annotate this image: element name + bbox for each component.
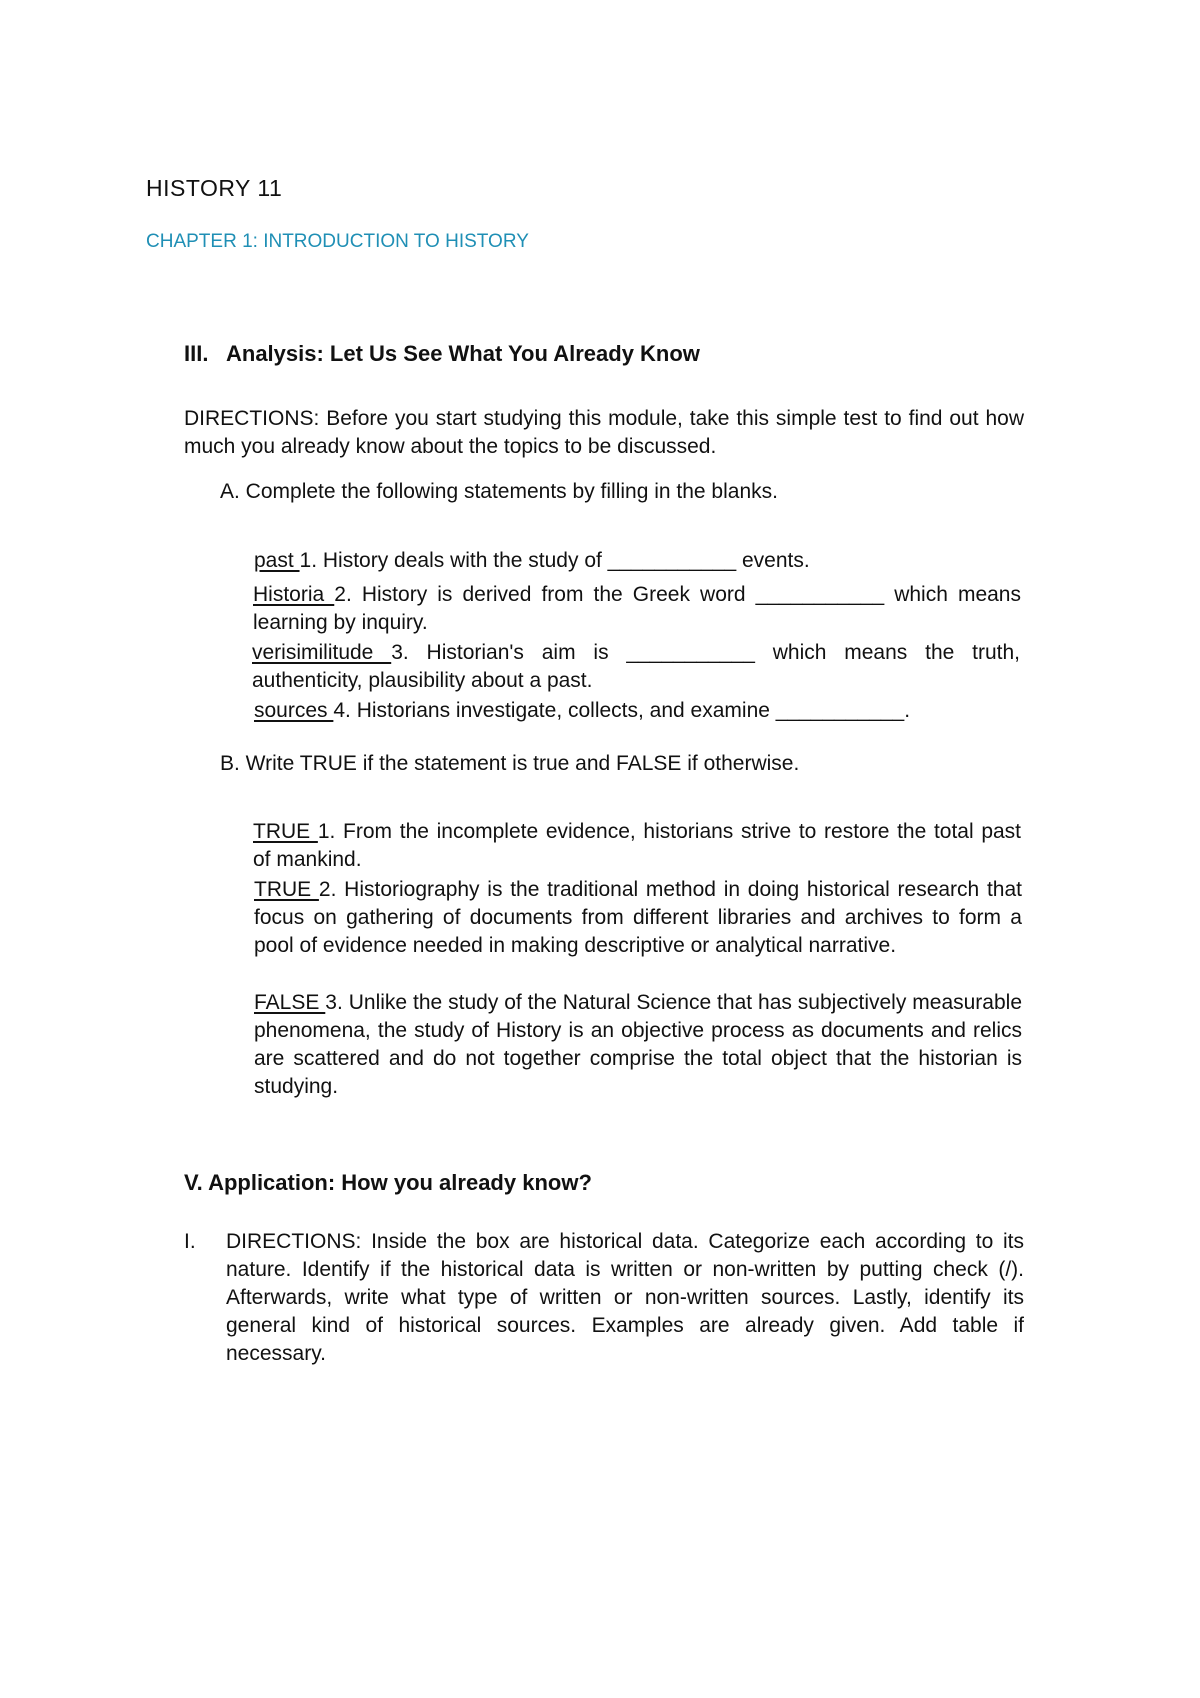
answer: past: [254, 549, 300, 572]
application-directions-text: DIRECTIONS: Inside the box are historical data. Categorize each according to its nature. Identify if the historical data is written or non-written by putting check (/). Afterwards, write what type of written or non-written sources. Lastly, identify its general kind of historical sources. Examples are already given. Add table if necessary.: [226, 1230, 1024, 1365]
section-application-heading: V. Application: How you already know?: [184, 1170, 592, 1195]
part-a-item-1: [254, 547, 1022, 575]
statement: 4. Historians investigate, collects, and examine ___________.: [333, 699, 911, 722]
answer: TRUE: [253, 820, 318, 843]
part-a-item-2: [253, 581, 1021, 637]
application-directions: [184, 1228, 1024, 1368]
statement: 1. History deals with the study of ___________ events.: [299, 549, 810, 572]
statement: 2. Historiography is the traditional method in doing historical research that focus on gathering of documents from different libraries and archives to form a pool of evidence needed in making descriptive or analytical narrative.: [254, 878, 1022, 957]
list-marker: I.: [184, 1230, 196, 1253]
statement: 2. History is derived from the Greek word ___________ which means learning by inquiry.: [253, 583, 1021, 634]
statement: 1. From the incomplete evidence, historians strive to restore the total past of mankind.: [253, 820, 1022, 871]
answer: Historia: [253, 583, 335, 606]
answer: verisimilitude: [252, 641, 392, 664]
part-b-item-1: [253, 818, 1021, 874]
chapter-title: CHAPTER 1: INTRODUCTION TO HISTORY: [146, 231, 529, 252]
section-number: III.: [184, 341, 209, 366]
part-b-instruction: B. Write TRUE if the statement is true and FALSE if otherwise.: [220, 752, 800, 775]
part-b-item-3: [254, 989, 1022, 1101]
answer: FALSE: [254, 991, 326, 1014]
section-analysis-heading: [184, 341, 700, 367]
section-heading-text: Analysis: Let Us See What You Already Know: [226, 341, 700, 366]
part-a-item-3: [252, 639, 1020, 695]
part-a-instruction: A. Complete the following statements by filling in the blanks.: [220, 480, 778, 503]
part-b-item-2: [254, 876, 1022, 960]
part-a-item-4: [254, 697, 1022, 725]
answer: sources: [254, 699, 334, 722]
analysis-directions: DIRECTIONS: Before you start studying this module, take this simple test to find out how much you already know about the topics to be discussed.: [184, 407, 1024, 458]
statement: 3. Historian's aim is ___________ which means the truth, authenticity, plausibility about a past.: [252, 641, 1020, 692]
statement: 3. Unlike the study of the Natural Science that has subjectively measurable phenomena, the study of History is an objective process as documents and relics are scattered and do not together comprise the total object that the historian is studying.: [254, 991, 1022, 1098]
answer: TRUE: [254, 878, 319, 901]
document-title: HISTORY 11: [146, 175, 283, 201]
